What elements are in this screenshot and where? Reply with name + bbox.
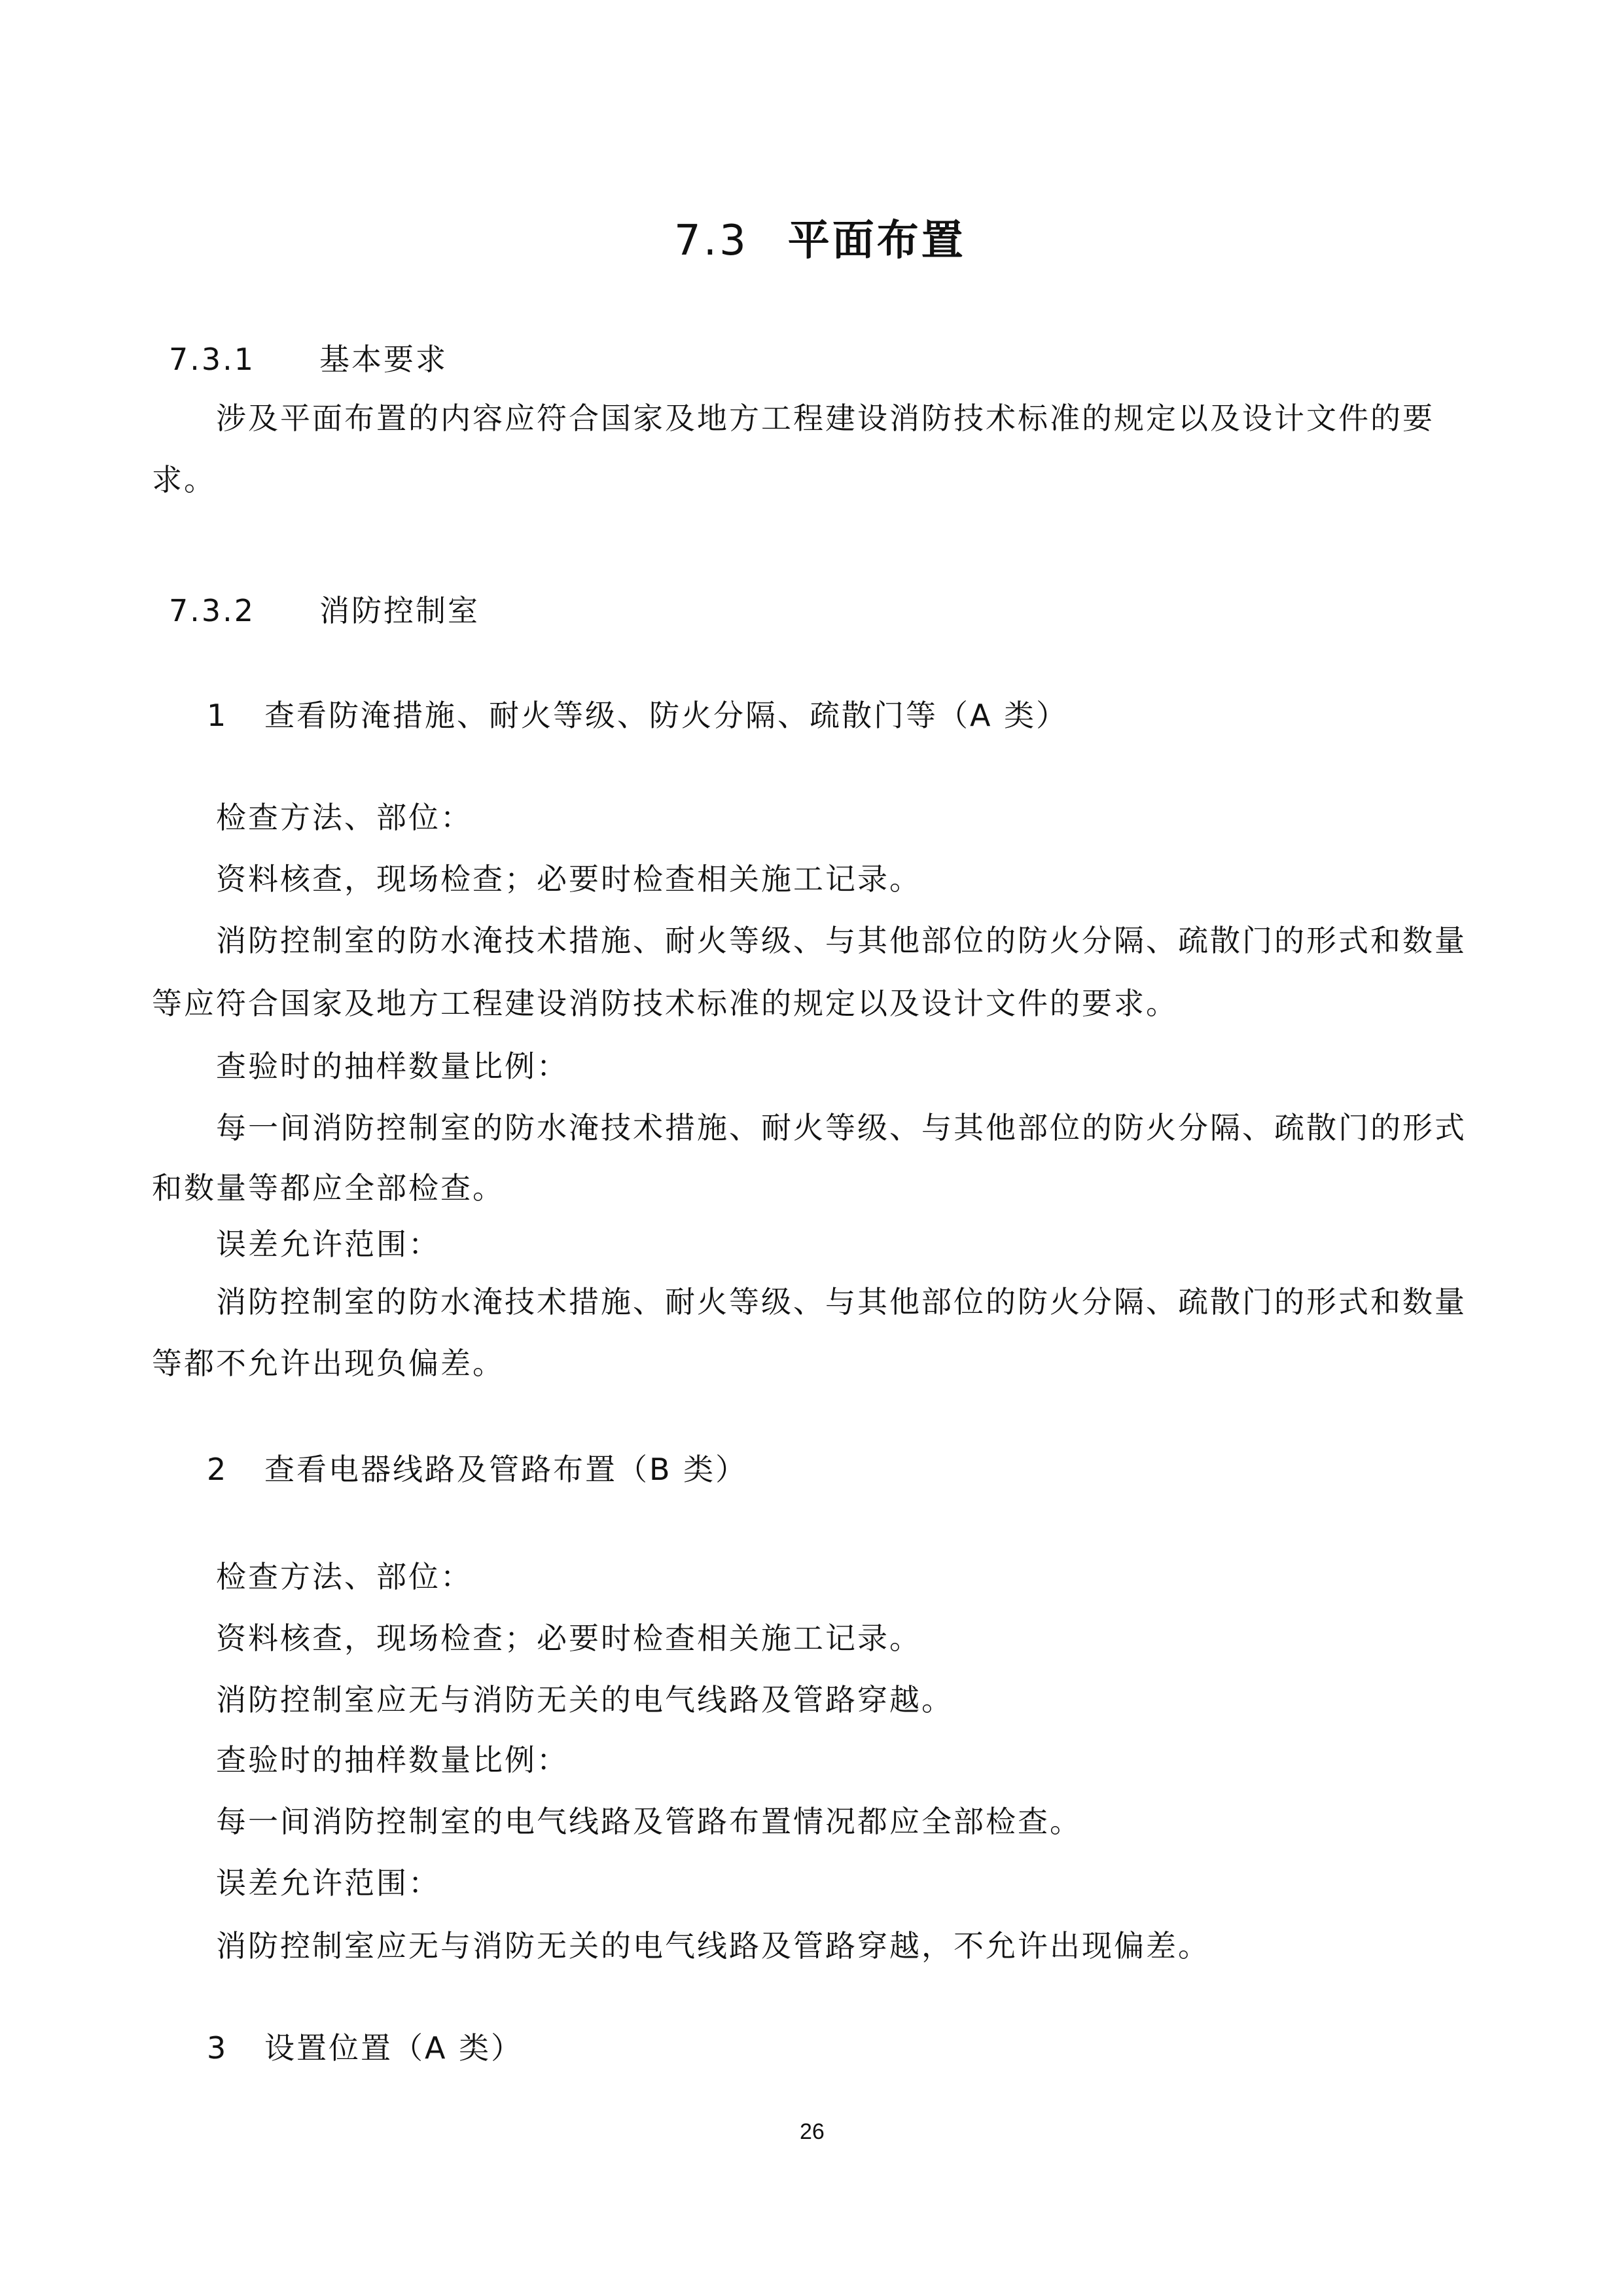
- sample-line: 和数量等都应全部检查。: [152, 1170, 505, 1206]
- section-title-number: 7.3: [674, 217, 749, 265]
- method-text: 资料核查，现场检查；必要时检查相关施工记录。: [216, 1621, 921, 1656]
- page-number: 26: [800, 2119, 825, 2144]
- tolerance-line: 消防控制室的防水淹技术措施、耐火等级、与其他部位的防火分隔、疏散门的形式和数量: [216, 1284, 1467, 1319]
- paragraph-line: 涉及平面布置的内容应符合国家及地方工程建设消防技术标准的规定以及设计文件的要: [216, 401, 1435, 436]
- item-title: 查看防淹措施、耐火等级、防火分隔、疏散门等（A 类）: [264, 698, 1069, 733]
- item-title: 设置位置（A 类）: [264, 2030, 524, 2066]
- method-label: 检查方法、部位：: [216, 800, 473, 835]
- item-number: 2: [207, 1452, 228, 1487]
- sample-label: 查验时的抽样数量比例：: [216, 1742, 569, 1778]
- subsection-number: 7.3.2: [169, 593, 256, 628]
- paragraph-line: 求。: [152, 462, 216, 497]
- requirement-line: 消防控制室应无与消防无关的电气线路及管路穿越。: [216, 1682, 954, 1717]
- subsection-number: 7.3.1: [169, 342, 256, 377]
- method-text: 资料核查，现场检查；必要时检查相关施工记录。: [216, 861, 921, 897]
- requirement-line: 消防控制室的防水淹技术措施、耐火等级、与其他部位的防火分隔、疏散门的形式和数量: [216, 923, 1467, 958]
- tolerance-label: 误差允许范围：: [216, 1227, 440, 1262]
- method-label: 检查方法、部位：: [216, 1559, 473, 1594]
- item-number: 3: [207, 2030, 228, 2066]
- item-title: 查看电器线路及管路布置（B 类）: [264, 1452, 748, 1487]
- sample-line: 每一间消防控制室的电气线路及管路布置情况都应全部检查。: [216, 1804, 1082, 1839]
- subsection-title: 消防控制室: [319, 593, 480, 628]
- subsection-heading-731: [169, 342, 448, 377]
- section-title-text: 平面布置: [787, 217, 966, 265]
- subsection-heading-732: [169, 593, 480, 628]
- section-title: [674, 217, 966, 265]
- requirement-line: 等应符合国家及地方工程建设消防技术标准的规定以及设计文件的要求。: [152, 986, 1178, 1021]
- tolerance-line: 消防控制室应无与消防无关的电气线路及管路穿越，不允许出现偏差。: [216, 1928, 1210, 1964]
- sample-label: 查验时的抽样数量比例：: [216, 1049, 569, 1084]
- item-heading-2: [207, 1452, 748, 1487]
- tolerance-line: 等都不允许出现负偏差。: [152, 1346, 505, 1381]
- tolerance-label: 误差允许范围：: [216, 1865, 440, 1901]
- subsection-title: 基本要求: [319, 342, 448, 377]
- item-heading-3: [207, 2030, 524, 2066]
- item-heading-1: [207, 698, 1069, 733]
- item-number: 1: [207, 698, 228, 733]
- sample-line: 每一间消防控制室的防水淹技术措施、耐火等级、与其他部位的防火分隔、疏散门的形式: [216, 1110, 1467, 1145]
